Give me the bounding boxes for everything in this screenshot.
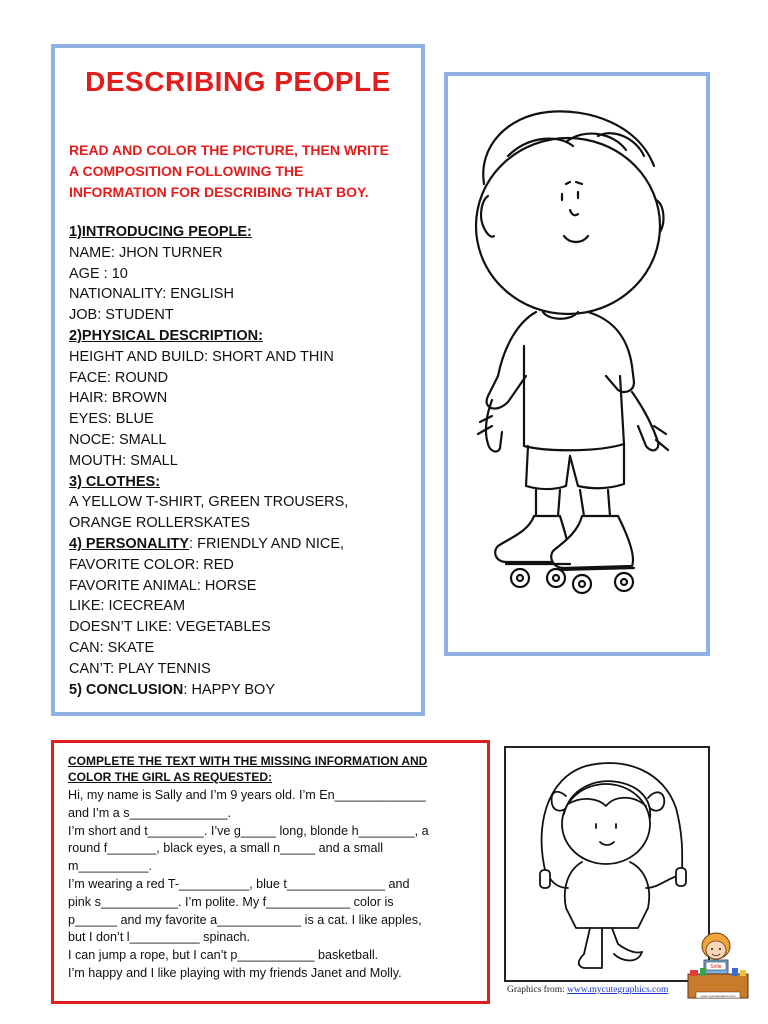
- instruction-line: A COMPOSITION FOLLOWING THE: [69, 163, 304, 179]
- heading-personality: 4) PERSONALITY: [69, 535, 190, 552]
- exercise-line: round f_______, black eyes, a small n_____ and a small: [68, 841, 384, 856]
- item-nationality: NATIONALITY: ENGLISH: [69, 286, 234, 303]
- instructions: [69, 140, 409, 203]
- exercise-line: and I’m a s______________.: [68, 805, 232, 820]
- page-title: DESCRIBING PEOPLE: [85, 66, 391, 97]
- item-nose: NOCE: SMALL: [69, 431, 167, 448]
- heading-conclusion: 5) CONCLUSION: [69, 681, 184, 698]
- credit-link[interactable]: www.mycutegraphics.com: [567, 985, 669, 995]
- describing-people-panel: [51, 44, 425, 716]
- item-personality: [69, 534, 419, 555]
- exercise-line: I’m wearing a red T-__________, blue t______________ and: [68, 876, 410, 891]
- boy-picture-frame: [444, 72, 710, 656]
- instruction-line: READ AND COLOR THE PICTURE, THEN WRITE: [69, 142, 389, 158]
- item-like: LIKE: ICECREAM: [69, 598, 186, 615]
- heading-clothes: 3) CLOTHES:: [69, 473, 161, 490]
- item-eyes: EYES: BLUE: [69, 411, 154, 428]
- exercise-line: I’m short and t________. I’ve g_____ long, blonde h________, a: [68, 823, 429, 838]
- item-fav-animal: FAVORITE ANIMAL: HORSE: [69, 577, 257, 594]
- heading-introducing: 1)INTRODUCING PEOPLE:: [69, 224, 252, 240]
- girl-illustration: [506, 748, 708, 980]
- item-job: JOB: STUDENT: [69, 307, 174, 324]
- item-clothes-2: ORANGE ROLLERSKATES: [69, 515, 251, 532]
- item-face: FACE: ROUND: [69, 369, 169, 386]
- sticker-sign: Sofie: [710, 964, 722, 970]
- item-conclusion: [69, 680, 419, 701]
- heading-physical: 2)PHYSICAL DESCRIPTION:: [69, 327, 263, 344]
- teacher-sticker: [686, 928, 750, 1004]
- item-cant: CAN’T: PLAY TENNIS: [69, 660, 211, 677]
- item-age: AGE : 10: [69, 265, 128, 282]
- exercise-text: [68, 787, 482, 983]
- item-fav-color: FAVORITE COLOR: RED: [69, 556, 234, 573]
- item-hair: HAIR: BROWN: [69, 390, 168, 407]
- item-mouth: MOUTH: SMALL: [69, 452, 178, 469]
- credit-label: Graphics from:: [507, 985, 568, 995]
- item-dislike: DOESN’T LIKE: VEGETABLES: [69, 619, 271, 636]
- exercise-heading-line: COLOR THE GIRL AS REQUESTED:: [68, 770, 273, 784]
- sticker-tiny-url: www.mycutegraphics.com: [700, 994, 736, 998]
- exercise-line: I’m happy and I like playing with my friends Janet and Molly.: [68, 965, 402, 980]
- exercise-line: pink s___________. I’m polite. My f____________ color is: [68, 894, 394, 909]
- exercise-line: I can jump a rope, but I can’t p___________ basketball.: [68, 948, 379, 963]
- exercise-heading: [68, 753, 478, 785]
- item-clothes-1: A YELLOW T-SHIRT, GREEN TROUSERS,: [69, 494, 349, 511]
- instruction-line: INFORMATION FOR DESCRIBING THAT BOY.: [69, 184, 369, 200]
- exercise-line: m__________.: [68, 859, 153, 874]
- exercise-panel: [51, 740, 490, 1004]
- description-list: [69, 222, 419, 700]
- exercise-line: Hi, my name is Sally and I’m 9 years old. I’m En_____________: [68, 788, 426, 802]
- exercise-heading-line: COMPLETE THE TEXT WITH THE MISSING INFORMATION AND: [68, 754, 428, 768]
- item-name: NAME: JHON TURNER: [69, 244, 223, 261]
- item-can: CAN: SKATE: [69, 639, 155, 656]
- item-height: HEIGHT AND BUILD: SHORT AND THIN: [69, 348, 334, 365]
- girl-picture-frame: [504, 746, 710, 982]
- exercise-line: but I don’t l__________ spinach.: [68, 930, 251, 945]
- personality-value: : FRIENDLY AND NICE,: [189, 535, 345, 552]
- graphics-credit: [507, 985, 668, 995]
- conclusion-value: : HAPPY BOY: [183, 681, 276, 698]
- boy-illustration: [448, 76, 706, 652]
- exercise-line: p______ and my favorite a____________ is a cat. I like apples,: [68, 912, 422, 927]
